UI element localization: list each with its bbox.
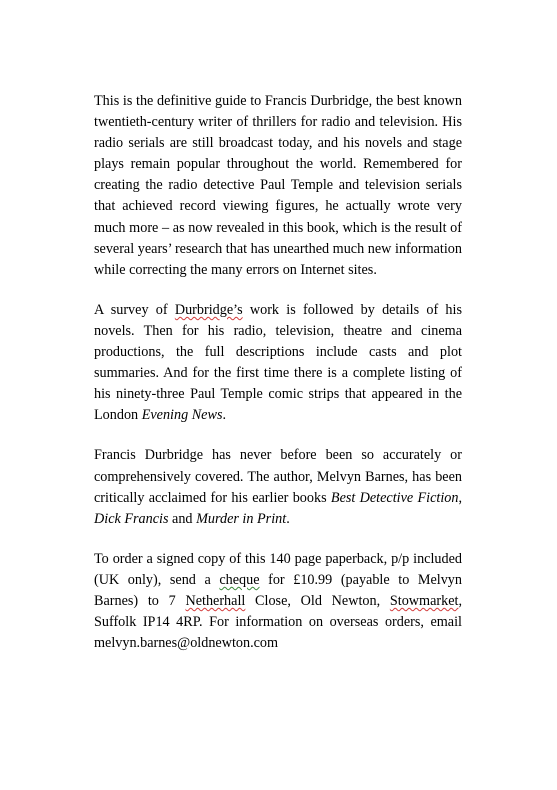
paragraph-survey-text-2: work is followed by details of his novels. Then for his radio, television, theatre and cinema productions, the full descriptions include casts and plot summaries. And for the first time there is a complete listing of his ninety-three Paul Temple comic strips that appeared in the London <box>94 301 462 424</box>
paragraph-intro: This is the definitive guide to Francis Durbridge, the best known twentieth-century writer of thrillers for radio and television. His radio serials are still broadcast today, and his novels and stage plays remain popular throughout the world. Remembered for creating the radio detective Paul Temple and television serials that achieved record viewing figures, he actually wrote very much more – as now revealed in this book, which is the result of several years’ research that has unearthed much new information while correcting the many errors on Internet sites. <box>94 93 462 278</box>
paragraph-order-text-1: To order a signed copy of this 140 page paperback, p/p included (UK only), send a <box>94 550 462 588</box>
paragraph-survey-text-3: . <box>222 407 227 424</box>
paragraph-author <box>94 445 462 529</box>
paragraph-author-sep-2: and <box>168 510 197 527</box>
paragraph-survey-text-1: A survey of <box>94 301 175 318</box>
spelling-error-durbridges[interactable]: Durbridge’s <box>174 301 243 318</box>
paragraph-order-text-3: Close, Old Newton, <box>245 592 390 609</box>
italic-dick-francis: Dick Francis <box>94 510 169 527</box>
spelling-error-stowmarket[interactable]: Stowmarket <box>389 592 459 609</box>
grammar-error-cheque[interactable]: cheque <box>219 571 260 588</box>
paragraph-order-text-2: for £10.99 (payable to Melvyn Barnes) to 7 <box>94 571 462 609</box>
italic-best-detective-fiction: Best Detective Fiction <box>330 489 459 506</box>
paragraph-author-text-2: . <box>286 510 290 527</box>
paragraph-author-sep-1: , <box>458 489 462 506</box>
paragraph-order-text-4: , Suffolk IP14 4RP. For information on overseas orders, email melvyn.barnes@oldnewton.com <box>94 592 462 652</box>
spelling-error-netherhall[interactable]: Netherhall <box>185 592 246 609</box>
paragraph-survey <box>94 300 462 427</box>
document-body[interactable] <box>94 91 462 654</box>
paragraph-order <box>94 549 462 654</box>
italic-evening-news: Evening News <box>141 407 223 424</box>
paragraph-author-text-1: Francis Durbridge has never before been so accurately or comprehensively covered. The author, Melvyn Barnes, has been critically acclaimed for his earlier books <box>94 447 462 506</box>
italic-murder-in-print: Murder in Print <box>196 510 287 527</box>
